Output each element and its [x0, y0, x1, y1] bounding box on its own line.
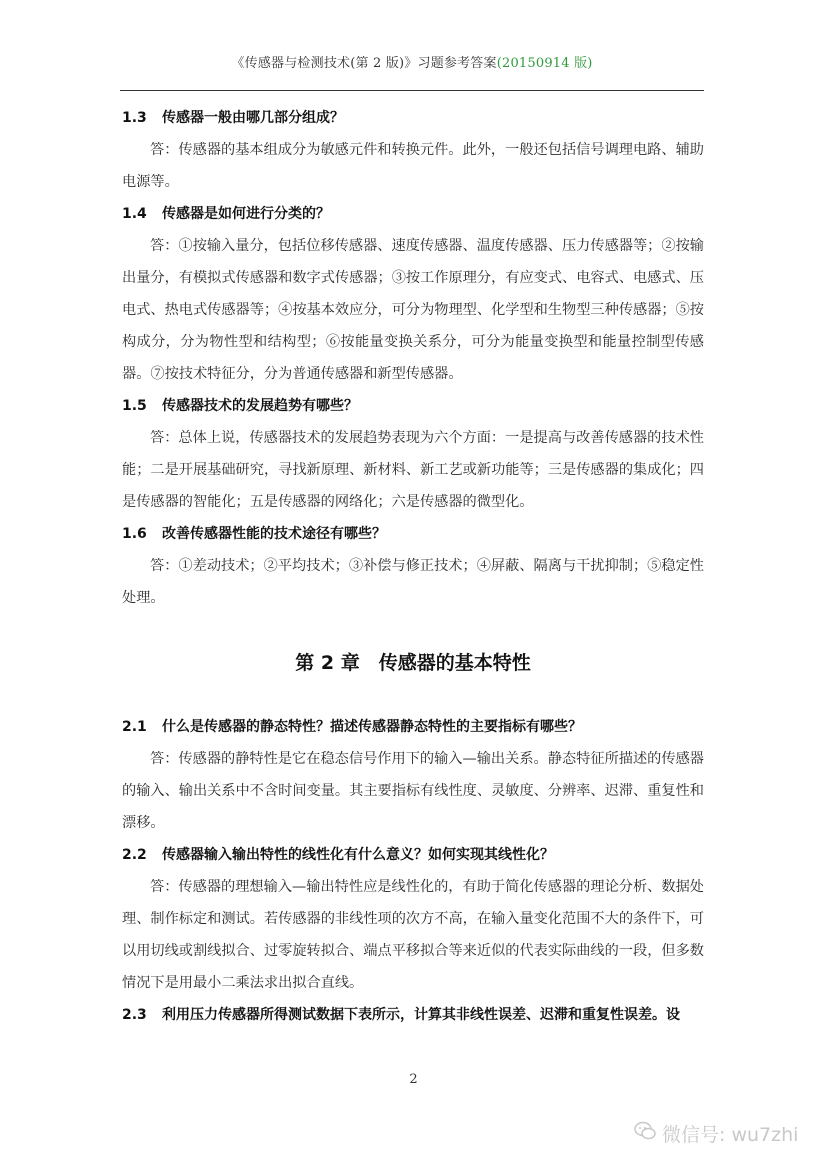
question-text: 传感器一般由哪几部分组成？	[162, 110, 344, 126]
question-heading	[122, 392, 704, 420]
question-heading	[122, 1001, 704, 1029]
answer-paragraph: 答：①按输入量分，包括位移传感器、速度传感器、温度传感器、压力传感器等；②按输出量分，有模拟式传感器和数字式传感器；③按工作原理分，有应变式、电容式、电感式、压电式、热电式传感器等；④按基本效应分，可分为物理型、化学型和生物型三种传感器；⑤按构成分，分为物性型和结构型；⑥按能量变换关系分，可分为能量变换型和能量控制型传感器。⑦按技术特征分，分为普通传感器和新型传感器。	[122, 238, 704, 382]
header-title: 《传感器与检测技术(第 2 版)》习题参考答案	[231, 56, 497, 71]
question-number: 2.3	[122, 1007, 147, 1023]
question-text: 传感器是如何进行分类的？	[162, 206, 330, 222]
answer-paragraph: 答：传感器的理想输入—输出特性应是线性化的，有助于简化传感器的理论分析、数据处理、制作标定和测试。若传感器的非线性项的次方不高，在输入量变化范围不大的条件下，可以用切线或割线拟合、过零旋转拟合、端点平移拟合等来近似的代表实际曲线的一段，但多数情况下是用最小二乘法求出拟合直线。	[122, 879, 704, 991]
answer-paragraph: 答：总体上说，传感器技术的发展趋势表现为六个方面：一是提高与改善传感器的技术性能；二是开展基础研究，寻找新原理、新材料、新工艺或新功能等；三是传感器的集成化；四是传感器的智能化；五是传感器的网络化；六是传感器的微型化。	[122, 430, 704, 510]
wechat-icon	[634, 1121, 656, 1146]
question-text: 利用压力传感器所得测试数据下表所示，计算其非线性误差、迟滞和重复性误差。设	[162, 1007, 680, 1023]
answer-paragraph: 答：传感器的基本组成分为敏感元件和转换元件。此外，一般还包括信号调理电路、辅助电源等。	[122, 142, 704, 190]
question-heading	[122, 841, 704, 869]
section-1-6	[122, 520, 704, 614]
answer-paragraph: 答：①差动技术；②平均技术；③补偿与修正技术；④屏蔽、隔离与干扰抑制；⑤稳定性处理。	[122, 558, 704, 606]
question-number: 1.5	[122, 398, 147, 414]
page-header	[120, 52, 704, 71]
question-text: 传感器技术的发展趋势有哪些？	[162, 398, 358, 414]
watermark	[634, 1120, 798, 1147]
answer-paragraph: 答：传感器的静特性是它在稳态信号作用下的输入—输出关系。静态特征所描述的传感器的输入、输出关系中不含时间变量。其主要指标有线性度、灵敏度、分辨率、迟滞、重复性和漂移。	[122, 751, 704, 831]
question-heading	[122, 713, 704, 741]
section-1-4	[122, 200, 704, 390]
question-heading	[122, 104, 704, 132]
question-number: 1.3	[122, 110, 147, 126]
question-number: 1.6	[122, 526, 147, 542]
page-body	[122, 104, 704, 1029]
question-text: 传感器输入输出特性的线性化有什么意义？如何实现其线性化？	[162, 847, 554, 863]
question-number: 2.2	[122, 847, 147, 863]
section-1-3	[122, 104, 704, 198]
question-heading	[122, 520, 704, 548]
chapter-title: 第 2 章 传感器的基本特性	[295, 652, 531, 674]
question-text: 改善传感器性能的技术途径有哪些？	[162, 526, 386, 542]
section-2-3	[122, 1001, 704, 1029]
header-rule	[120, 90, 704, 91]
page-number: 2	[409, 1072, 418, 1087]
question-number: 1.4	[122, 206, 147, 222]
section-2-2	[122, 841, 704, 999]
section-1-5	[122, 392, 704, 518]
header-version: (20150914 版)	[496, 56, 593, 71]
question-text: 什么是传感器的静态特性？描述传感器静态特性的主要指标有哪些？	[162, 719, 582, 735]
question-heading	[122, 200, 704, 228]
section-2-1	[122, 713, 704, 839]
question-number: 2.1	[122, 719, 147, 735]
watermark-text: 微信号: wu7zhi	[662, 1124, 799, 1146]
